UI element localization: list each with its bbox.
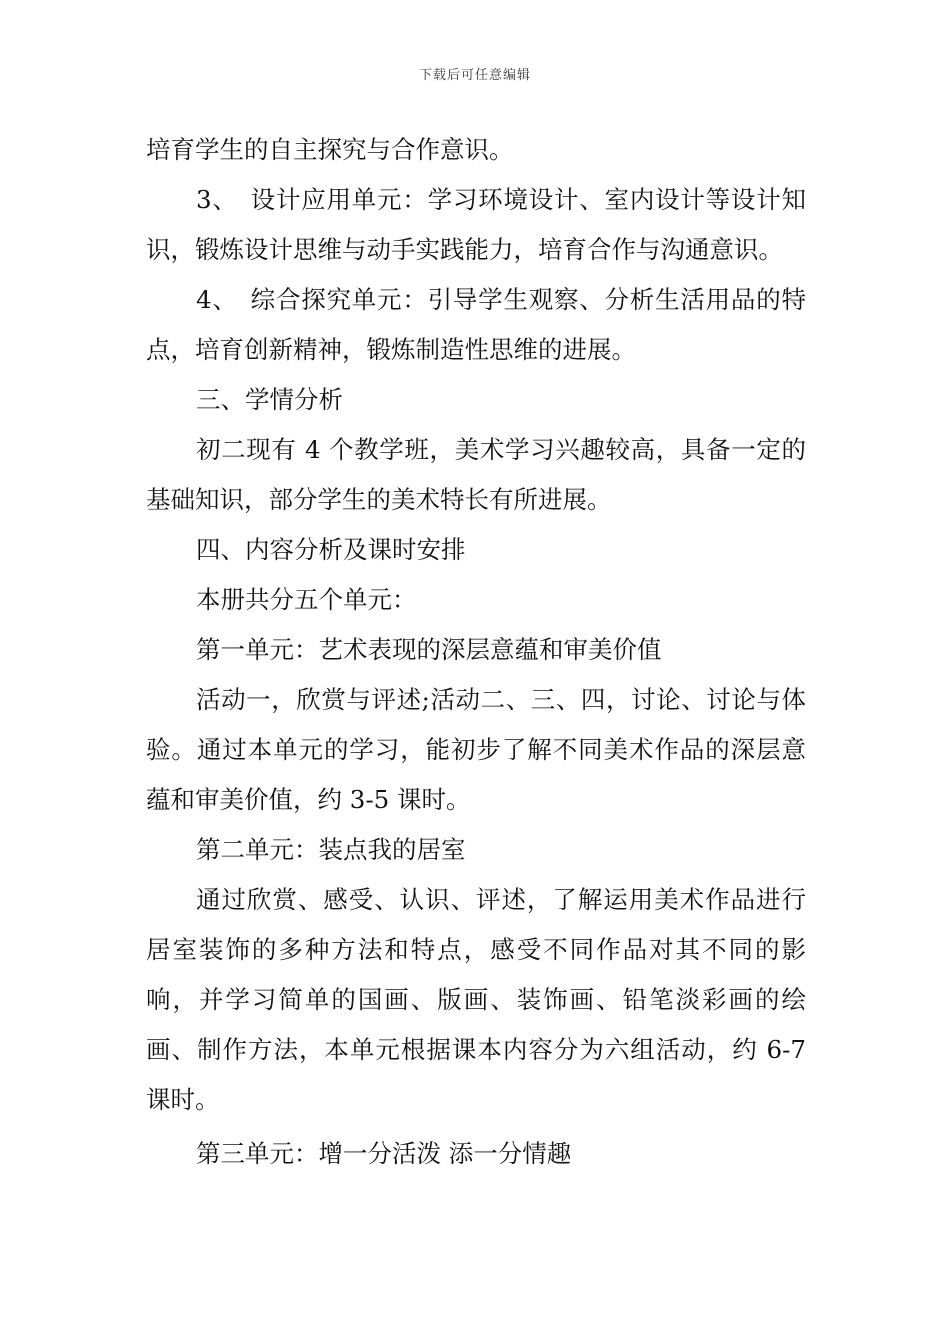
paragraph: 初二现有 4 个教学班，美术学习兴趣较高，具备一定的基础知识，部分学生的美术特长有所进展。 <box>146 435 806 514</box>
unit-title: 第三单元：增一分活泼 添一分情趣 <box>196 1139 572 1168</box>
section-heading: 四、内容分析及课时安排 <box>196 535 466 564</box>
paragraph: 4、 综合探究单元：引导学生观察、分析生活用品的特点，培育创新精神，锻炼制造性思维的进展。 <box>146 285 806 364</box>
page-header: 下载后可任意编辑 <box>418 68 531 83</box>
paragraph: 活动一，欣赏与评述;活动二、三、四，讨论、讨论与体验。通过本单元的学习，能初步了解不同美术作品的深层意蕴和审美价值，约 3-5 课时。 <box>146 685 806 814</box>
paragraph: 培育学生的自主探究与合作意识。 <box>146 135 514 164</box>
paragraph: 本册共分五个单元： <box>196 585 417 614</box>
section-heading: 三、学情分析 <box>196 385 343 414</box>
paragraph: 通过欣赏、感受、认识、评述，了解运用美术作品进行居室装饰的多种方法和特点，感受不同作品对其不同的影响，并学习简单的国画、版画、装饰画、铅笔淡彩画的绘画、制作方法，本单元根据课本内容分为六组活动，约 6-7 课时。 <box>146 885 806 1114</box>
document-body <box>146 125 806 1179</box>
unit-title: 第二单元：装点我的居室 <box>196 835 466 864</box>
unit-title: 第一单元：艺术表现的深层意蕴和审美价值 <box>196 635 662 664</box>
paragraph: 3、 设计应用单元：学习环境设计、室内设计等设计知识，锻炼设计思维与动手实践能力，培育合作与沟通意识。 <box>146 185 806 264</box>
